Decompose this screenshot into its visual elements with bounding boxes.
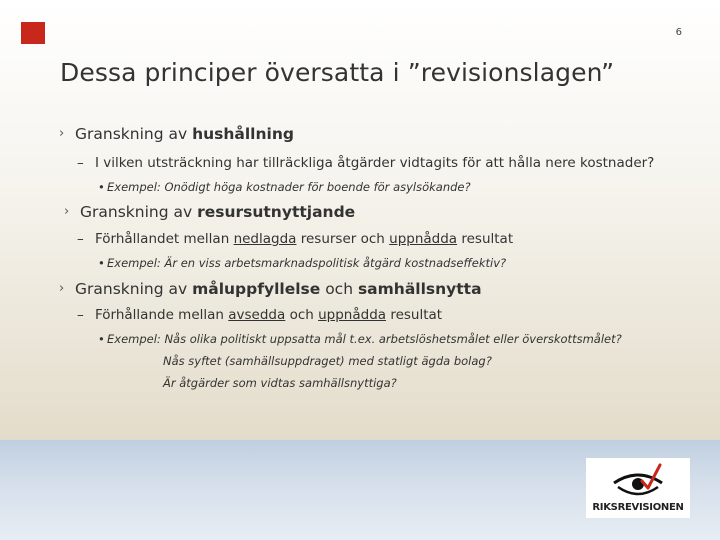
arrow-bullet-icon: › [59,126,65,141]
bold-term-2: samhällsnytta [357,280,482,298]
example-mal: • Exempel: Nås olika politiskt uppsatta mål t.ex. arbetslöshetsmålet eller överskottsmålet? [98,332,622,346]
dash-bullet-icon: – [77,155,84,171]
example-line-2: Nås syftet (samhällsuppdraget) med statligt ägda bolag? [163,354,492,368]
sub-bullet-kostnader: – I vilken utsträckning har tillräckliga åtgärder vidtagits för att hålla nere kostnader? [77,155,655,171]
example-arbetsmarknad: • Exempel: Är en viss arbetsmarknadspolitisk åtgärd kostnadseffektiv? [98,256,507,270]
dot-bullet-icon: • [98,180,105,194]
bold-term: hushållning [192,125,294,143]
dash-bullet-icon: – [77,307,84,323]
arrow-bullet-icon: › [59,281,65,296]
bold-term: måluppfyllelse [192,280,321,298]
dash-bullet-icon: – [77,231,84,247]
bold-term: resursutnyttjande [197,203,356,221]
slide-title: Dessa principer översatta i ”revisionslagen” [60,58,615,87]
example-asylsokande: • Exempel: Onödigt höga kostnader för boende för asylsökande? [98,180,471,194]
page-number: 6 [675,27,682,38]
dot-bullet-icon: • [98,256,105,270]
bullet-hushallning: › Granskning av hushållning [59,125,294,143]
red-accent-square [21,22,45,44]
bullet-resursutnyttjande: › Granskning av resursutnyttjande [64,203,356,221]
bullet-maluppfyllelse: › Granskning av måluppfyllelse och samhällsnytta [59,280,482,298]
example-line-3: Är åtgärder som vidtas samhällsnyttiga? [163,376,397,390]
dot-bullet-icon: • [98,332,105,346]
sub-bullet-avsedda: – Förhållande mellan avsedda och uppnådda resultat [77,307,443,323]
logo-text: RIKSREVISIONEN [592,502,684,513]
sub-bullet-forhallandet: – Förhållandet mellan nedlagda resurser och uppnådda resultat [77,231,514,247]
arrow-bullet-icon: › [64,204,70,219]
eye-check-icon [608,461,668,499]
riksrevisionen-logo [586,458,690,518]
